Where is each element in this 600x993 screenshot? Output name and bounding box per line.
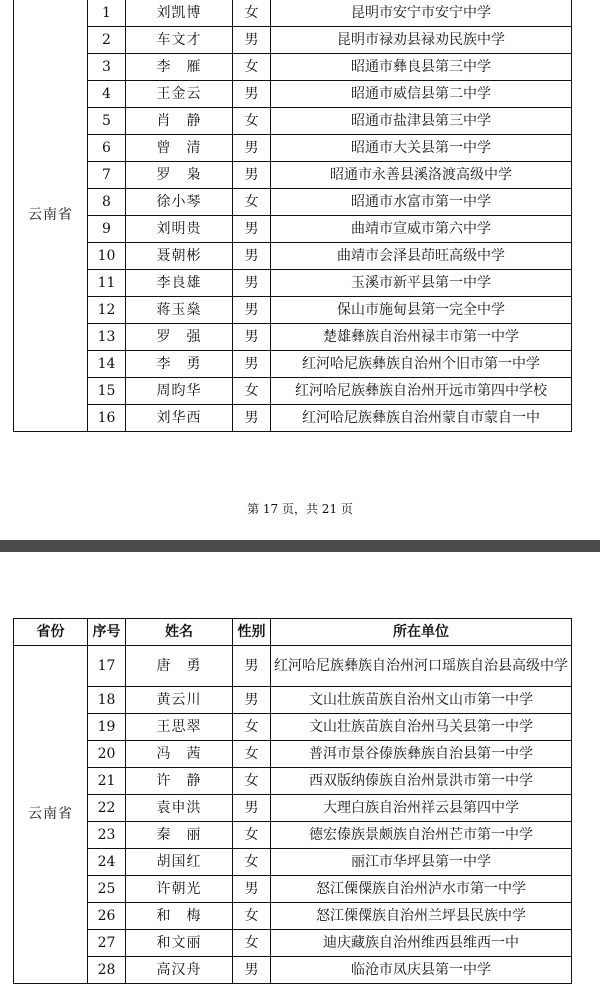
gender-cell: 女 bbox=[233, 108, 271, 135]
table-row bbox=[14, 957, 572, 984]
document-page-18 bbox=[0, 552, 600, 993]
province-cell: 云南省 bbox=[14, 646, 88, 984]
unit-cell: 文山壮族苗族自治州文山市第一中学 bbox=[271, 687, 572, 714]
unit-cell: 西双版纳傣族自治州景洪市第一中学 bbox=[271, 768, 572, 795]
table-row bbox=[14, 351, 572, 378]
gender-cell: 女 bbox=[233, 768, 271, 795]
name-cell: 高汉舟 bbox=[126, 957, 233, 984]
name-cell: 冯 茜 bbox=[126, 741, 233, 768]
unit-cell: 昆明市禄劝县禄劝民族中学 bbox=[271, 27, 572, 54]
gender-cell: 女 bbox=[233, 930, 271, 957]
unit-cell: 红河哈尼族彝族自治州河口瑶族自治县高级中学 bbox=[271, 646, 572, 687]
table-row bbox=[14, 27, 572, 54]
header-name: 姓名 bbox=[126, 619, 233, 646]
gender-cell: 女 bbox=[233, 54, 271, 81]
row-number-cell: 25 bbox=[88, 876, 126, 903]
gender-cell: 男 bbox=[233, 324, 271, 351]
gender-cell: 男 bbox=[233, 957, 271, 984]
gender-cell: 男 bbox=[233, 795, 271, 822]
name-cell: 曾 清 bbox=[126, 135, 233, 162]
gender-cell: 男 bbox=[233, 297, 271, 324]
table-header-row bbox=[14, 619, 572, 646]
table-row bbox=[14, 930, 572, 957]
row-number-cell: 7 bbox=[88, 162, 126, 189]
unit-cell: 昭通市永善县溪洛渡高级中学 bbox=[271, 162, 572, 189]
row-number-cell: 3 bbox=[88, 54, 126, 81]
unit-cell: 怒江傈僳族自治州兰坪县民族中学 bbox=[271, 903, 572, 930]
row-number-cell: 2 bbox=[88, 27, 126, 54]
table-row bbox=[14, 768, 572, 795]
gender-cell: 女 bbox=[233, 378, 271, 405]
row-number-cell: 9 bbox=[88, 216, 126, 243]
table-row bbox=[14, 135, 572, 162]
unit-cell: 红河哈尼族彝族自治州蒙自市蒙自一中 bbox=[271, 405, 572, 432]
unit-cell: 昭通市水富市第一中学 bbox=[271, 189, 572, 216]
unit-cell: 曲靖市会泽县茚旺高级中学 bbox=[271, 243, 572, 270]
name-cell: 李 勇 bbox=[126, 351, 233, 378]
row-number-cell: 17 bbox=[88, 646, 126, 687]
unit-cell: 迪庆藏族自治州维西县维西一中 bbox=[271, 930, 572, 957]
gender-cell: 女 bbox=[233, 714, 271, 741]
name-cell: 蒋玉燊 bbox=[126, 297, 233, 324]
name-cell: 车文才 bbox=[126, 27, 233, 54]
name-cell: 胡国红 bbox=[126, 849, 233, 876]
unit-cell: 昭通市威信县第二中学 bbox=[271, 81, 572, 108]
table-row bbox=[14, 216, 572, 243]
row-number-cell: 10 bbox=[88, 243, 126, 270]
unit-cell: 昭通市彝良县第三中学 bbox=[271, 54, 572, 81]
name-cell: 周昀华 bbox=[126, 378, 233, 405]
gender-cell: 男 bbox=[233, 81, 271, 108]
header-gender: 性别 bbox=[233, 619, 271, 646]
table-row bbox=[14, 849, 572, 876]
gender-cell: 女 bbox=[233, 849, 271, 876]
row-number-cell: 11 bbox=[88, 270, 126, 297]
table-row bbox=[14, 162, 572, 189]
table-row bbox=[14, 243, 572, 270]
table-row bbox=[14, 876, 572, 903]
unit-cell: 昆明市安宁市安宁中学 bbox=[271, 0, 572, 27]
gender-cell: 男 bbox=[233, 243, 271, 270]
name-cell: 肖 静 bbox=[126, 108, 233, 135]
row-number-cell: 15 bbox=[88, 378, 126, 405]
name-cell: 王金云 bbox=[126, 81, 233, 108]
table-row bbox=[14, 903, 572, 930]
row-number-cell: 28 bbox=[88, 957, 126, 984]
name-cell: 罗 强 bbox=[126, 324, 233, 351]
gender-cell: 男 bbox=[233, 687, 271, 714]
unit-cell: 临沧市凤庆县第一中学 bbox=[271, 957, 572, 984]
roster-table-page-17 bbox=[13, 0, 572, 432]
gender-cell: 女 bbox=[233, 189, 271, 216]
table-row bbox=[14, 189, 572, 216]
gender-cell: 男 bbox=[233, 216, 271, 243]
unit-cell: 保山市施甸县第一完全中学 bbox=[271, 297, 572, 324]
unit-cell: 普洱市景谷傣族彝族自治县第一中学 bbox=[271, 741, 572, 768]
row-number-cell: 12 bbox=[88, 297, 126, 324]
unit-cell: 昭通市盐津县第三中学 bbox=[271, 108, 572, 135]
unit-cell: 大理白族自治州祥云县第四中学 bbox=[271, 795, 572, 822]
row-number-cell: 4 bbox=[88, 81, 126, 108]
unit-cell: 玉溪市新平县第一中学 bbox=[271, 270, 572, 297]
table-row bbox=[14, 297, 572, 324]
table-row bbox=[14, 714, 572, 741]
unit-cell: 怒江傈僳族自治州泸水市第一中学 bbox=[271, 876, 572, 903]
row-number-cell: 8 bbox=[88, 189, 126, 216]
gender-cell: 女 bbox=[233, 822, 271, 849]
row-number-cell: 21 bbox=[88, 768, 126, 795]
province-cell: 云南省 bbox=[14, 0, 88, 432]
row-number-cell: 24 bbox=[88, 849, 126, 876]
unit-cell: 曲靖市宣威市第六中学 bbox=[271, 216, 572, 243]
name-cell: 秦 丽 bbox=[126, 822, 233, 849]
table-row bbox=[14, 741, 572, 768]
header-province: 省份 bbox=[14, 619, 88, 646]
row-number-cell: 16 bbox=[88, 405, 126, 432]
unit-cell: 红河哈尼族彝族自治州个旧市第一中学 bbox=[271, 351, 572, 378]
gender-cell: 男 bbox=[233, 162, 271, 189]
gender-cell: 男 bbox=[233, 351, 271, 378]
roster-table-page-18 bbox=[13, 618, 572, 984]
name-cell: 刘明贵 bbox=[126, 216, 233, 243]
gender-cell: 男 bbox=[233, 876, 271, 903]
table-row bbox=[14, 270, 572, 297]
gender-cell: 男 bbox=[233, 646, 271, 687]
row-number-cell: 6 bbox=[88, 135, 126, 162]
gender-cell: 女 bbox=[233, 741, 271, 768]
name-cell: 许朝光 bbox=[126, 876, 233, 903]
unit-cell: 文山壮族苗族自治州马关县第一中学 bbox=[271, 714, 572, 741]
name-cell: 罗 枭 bbox=[126, 162, 233, 189]
name-cell: 聂朝彬 bbox=[126, 243, 233, 270]
name-cell: 黄云川 bbox=[126, 687, 233, 714]
name-cell: 刘凯博 bbox=[126, 0, 233, 27]
table-row bbox=[14, 646, 572, 687]
name-cell: 刘华西 bbox=[126, 405, 233, 432]
unit-cell: 丽江市华坪县第一中学 bbox=[271, 849, 572, 876]
gender-cell: 女 bbox=[233, 903, 271, 930]
unit-cell: 德宏傣族景颇族自治州芒市第一中学 bbox=[271, 822, 572, 849]
name-cell: 袁申洪 bbox=[126, 795, 233, 822]
gender-cell: 男 bbox=[233, 405, 271, 432]
row-number-cell: 13 bbox=[88, 324, 126, 351]
row-number-cell: 27 bbox=[88, 930, 126, 957]
name-cell: 王思翠 bbox=[126, 714, 233, 741]
table-row bbox=[14, 378, 572, 405]
table-row bbox=[14, 108, 572, 135]
row-number-cell: 22 bbox=[88, 795, 126, 822]
name-cell: 李 雁 bbox=[126, 54, 233, 81]
header-number: 序号 bbox=[88, 619, 126, 646]
gender-cell: 男 bbox=[233, 135, 271, 162]
gender-cell: 女 bbox=[233, 0, 271, 27]
unit-cell: 昭通市大关县第一中学 bbox=[271, 135, 572, 162]
name-cell: 徐小琴 bbox=[126, 189, 233, 216]
gender-cell: 男 bbox=[233, 270, 271, 297]
row-number-cell: 1 bbox=[88, 0, 126, 27]
name-cell: 李良雄 bbox=[126, 270, 233, 297]
name-cell: 和 梅 bbox=[126, 903, 233, 930]
row-number-cell: 14 bbox=[88, 351, 126, 378]
table-row bbox=[14, 0, 572, 27]
table-row bbox=[14, 54, 572, 81]
row-number-cell: 26 bbox=[88, 903, 126, 930]
name-cell: 唐 勇 bbox=[126, 646, 233, 687]
unit-cell: 红河哈尼族彝族自治州开远市第四中学校 bbox=[271, 378, 572, 405]
unit-cell: 楚雄彝族自治州禄丰市第一中学 bbox=[271, 324, 572, 351]
gender-cell: 男 bbox=[233, 27, 271, 54]
name-cell: 许 静 bbox=[126, 768, 233, 795]
row-number-cell: 19 bbox=[88, 714, 126, 741]
header-unit: 所在单位 bbox=[271, 619, 572, 646]
row-number-cell: 5 bbox=[88, 108, 126, 135]
name-cell: 和文丽 bbox=[126, 930, 233, 957]
page-number-footer: 第 17 页，共 21 页 bbox=[247, 502, 353, 516]
row-number-cell: 23 bbox=[88, 822, 126, 849]
page-separator bbox=[0, 540, 600, 552]
row-number-cell: 18 bbox=[88, 687, 126, 714]
table-row bbox=[14, 81, 572, 108]
row-number-cell: 20 bbox=[88, 741, 126, 768]
table-row bbox=[14, 324, 572, 351]
table-row bbox=[14, 795, 572, 822]
table-row bbox=[14, 822, 572, 849]
table-row bbox=[14, 405, 572, 432]
table-row bbox=[14, 687, 572, 714]
